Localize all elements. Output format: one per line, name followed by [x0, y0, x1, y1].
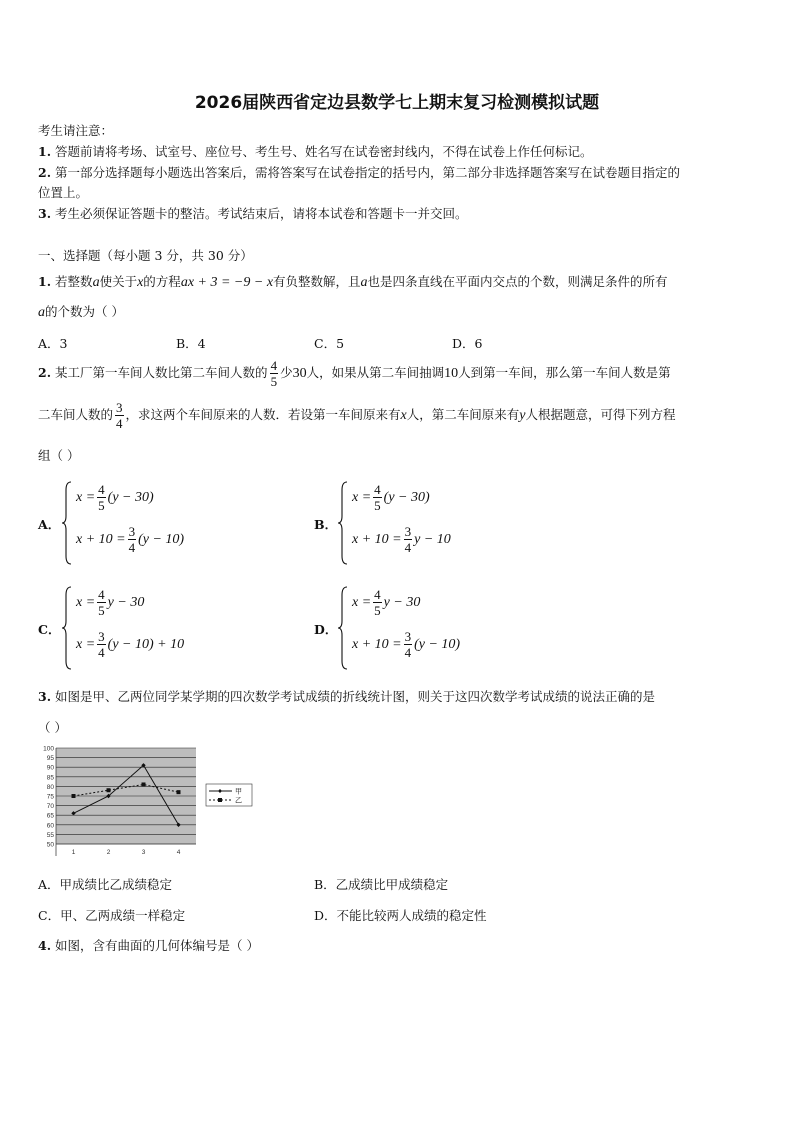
notice-item-text: 第一部分选择题每小题选出答案后，需将答案写在试卷指定的括号内，第二部分非选择题答案写在试卷题目指定的 — [55, 165, 681, 180]
q1-text: 若整数 — [55, 274, 93, 289]
question-2-line-1 — [38, 358, 671, 389]
y-tick-label: 95 — [46, 755, 54, 763]
eq-lhs: x + 10 = — [352, 636, 402, 652]
eq-rhs: (y − 30) — [383, 489, 430, 505]
eq-lhs: x + 10 = — [352, 531, 402, 547]
q2-option-a-system[interactable] — [62, 480, 282, 566]
data-point — [142, 782, 146, 786]
equation-row-2 — [76, 629, 184, 660]
fraction-4-5 — [97, 587, 106, 618]
data-point — [72, 794, 76, 798]
q1-text: 的个数为（ ） — [45, 304, 124, 319]
numerator: 3 — [116, 400, 123, 415]
denominator: 5 — [374, 603, 381, 618]
eq-rhs: y − 30 — [107, 594, 145, 610]
q2-option-a-label[interactable]: A． — [38, 517, 61, 532]
page-title: 2026届陕西省定边县数学七上期末复习检测模拟试题 — [194, 93, 600, 113]
equation-row-1 — [76, 587, 144, 618]
fraction-4-5 — [97, 482, 106, 513]
y-tick-label: 100 — [43, 745, 54, 753]
eq-lhs: x = — [352, 489, 372, 505]
numerator: 3 — [404, 524, 412, 539]
x-tick-label: 2 — [106, 849, 111, 856]
var-a: a — [360, 275, 368, 290]
denominator: 5 — [98, 603, 105, 618]
chart-svg — [36, 744, 258, 864]
brace-icon — [338, 585, 348, 671]
question-number: 3. — [38, 689, 52, 704]
equation-row-1 — [352, 482, 430, 513]
denominator: 5 — [374, 498, 381, 513]
q2-text: 少 — [280, 365, 293, 380]
eq-rhs: y − 30 — [383, 594, 421, 610]
denominator: 5 — [270, 374, 278, 389]
denominator: 4 — [128, 540, 136, 555]
question-3-line-1 — [38, 687, 655, 705]
notice-item-3 — [38, 204, 468, 222]
denominator: 4 — [98, 645, 105, 660]
q1-text: 使关于 — [99, 274, 138, 289]
equation-row-2 — [76, 524, 184, 555]
q1-equation: ax + 3 = −9 − x — [180, 275, 274, 290]
y-tick-label: 70 — [46, 803, 54, 811]
numerator: 4 — [98, 482, 105, 497]
question-4-line-1 — [38, 936, 259, 954]
q1-text: 也是四条直线在平面内交点的个数，则满足条件的所有 — [367, 274, 668, 289]
q2-text: 二车间人数的 — [38, 407, 114, 422]
denominator: 4 — [116, 416, 123, 431]
fraction-3-4 — [404, 524, 413, 555]
q2-option-b-label[interactable]: B． — [314, 517, 338, 532]
q4-text: 如图，含有曲面的几何体编号是（ ） — [55, 938, 260, 953]
q2-text: 某工厂第一车间人数比第二车间人数的 — [55, 365, 268, 380]
q2-option-d-label[interactable]: D． — [314, 622, 338, 637]
notice-item-text: 考生必须保证答题卡的整洁。考试结束后，请将本试卷和答题卡一并交回。 — [55, 206, 468, 221]
q2-option-c-label[interactable]: C． — [38, 622, 61, 637]
var-x: x — [400, 408, 407, 423]
notice-item-text: 答题前请将考场、试室号、座位号、考生号、姓名写在试卷密封线内，不得在试卷上作任何标记。 — [55, 144, 593, 159]
equation-row-2 — [352, 629, 460, 660]
var-a: a — [92, 275, 100, 290]
fraction-4-5 — [270, 358, 279, 389]
y-tick-label: 85 — [46, 774, 54, 782]
y-tick-label: 55 — [46, 831, 54, 839]
denominator: 4 — [404, 540, 412, 555]
q1-option-a[interactable]: A．3 — [38, 336, 68, 351]
brace-icon — [338, 480, 348, 566]
x-tick-label: 4 — [176, 849, 181, 856]
notice-item-number: 3. — [38, 206, 52, 221]
eq-rhs: (y − 10) — [414, 636, 461, 652]
fraction-3-4 — [404, 629, 413, 660]
notice-item-2 — [38, 163, 680, 181]
equation-row-1 — [76, 482, 154, 513]
var-x: x — [137, 275, 144, 290]
y-tick-label: 90 — [46, 764, 54, 772]
notice-item-1 — [38, 142, 593, 160]
brace-icon — [62, 585, 72, 671]
y-tick-label: 65 — [46, 812, 54, 820]
q3-text: 如图是甲、乙两位同学某学期的四次数学考试成绩的折线统计图，则关于这四次数学考试成绩的说法正确的是 — [55, 689, 656, 704]
numerator: 3 — [98, 629, 105, 644]
fraction-4-5 — [373, 482, 382, 513]
data-point — [177, 790, 181, 794]
numerator: 4 — [270, 358, 278, 373]
denominator: 5 — [98, 498, 105, 513]
question-2-line-2 — [38, 400, 676, 431]
question-1-line-1 — [38, 272, 668, 291]
notice-item-number: 2. — [38, 165, 52, 180]
legend-marker — [218, 798, 222, 802]
q2-text: ，求这两个车间原来的人数．若设第一车间原来有 — [125, 407, 401, 422]
q2-text: 人到第一车间，那么第一车间人数是第 — [458, 365, 671, 380]
eq-lhs: x = — [352, 594, 372, 610]
notice-item-number: 1. — [38, 144, 52, 159]
q1-text: 有负整数解，且 — [273, 274, 361, 289]
denominator: 4 — [404, 645, 412, 660]
question-3-paren: （ ） — [38, 720, 67, 735]
equation-row-1 — [352, 587, 420, 618]
q3-option-a[interactable]: A．甲成绩比乙成绩稳定 — [38, 877, 173, 892]
notice-item-2-continuation: 位置上。 — [38, 185, 89, 200]
q1-option-c[interactable]: C．5 — [314, 336, 345, 351]
eq-rhs: (y − 10) — [138, 531, 185, 547]
question-2-line-3: 组（ ） — [38, 448, 80, 463]
q3-option-c[interactable]: C．甲、乙两成绩一样稳定 — [38, 908, 186, 923]
data-point — [107, 788, 111, 792]
q2-text: 人，第二车间原来有 — [406, 407, 520, 422]
q1-option-b[interactable]: B．4 — [176, 336, 206, 351]
var-y: y — [519, 408, 526, 423]
question-1-line-2 — [38, 302, 124, 321]
q2-text: 人根据题意，可得下列方程 — [525, 407, 676, 422]
y-tick-label: 80 — [46, 783, 54, 791]
y-tick-label: 75 — [46, 793, 54, 801]
y-tick-label: 60 — [46, 822, 54, 830]
var-a: a — [38, 305, 45, 320]
eq-rhs: (y − 10) + 10 — [107, 636, 185, 652]
eq-lhs: x = — [76, 594, 96, 610]
fraction-3-4 — [115, 400, 124, 431]
eq-lhs: x + 10 = — [76, 531, 126, 547]
q1-option-d[interactable]: D．6 — [452, 336, 483, 351]
legend-box — [206, 784, 252, 806]
q2-text: 人，如果从第二车间抽调 — [306, 365, 445, 380]
number-10: 10 — [444, 366, 459, 381]
eq-rhs: y − 10 — [414, 531, 451, 547]
score-line-chart — [36, 744, 258, 864]
question-number: 4. — [38, 938, 52, 953]
equation-row-2 — [352, 524, 451, 555]
notice-heading: 考生请注意： — [38, 123, 114, 138]
q2-option-d-system[interactable] — [338, 585, 558, 671]
numerator: 4 — [374, 587, 381, 602]
eq-rhs: (y − 30) — [107, 489, 154, 505]
fraction-4-5 — [373, 587, 382, 618]
brace-icon — [62, 480, 72, 566]
q2-option-b-system[interactable] — [338, 480, 558, 566]
numerator: 4 — [374, 482, 381, 497]
q3-option-b[interactable]: B．乙成绩比甲成绩稳定 — [314, 877, 449, 892]
x-tick-label: 3 — [141, 849, 146, 856]
legend-label: 乙 — [235, 796, 242, 805]
numerator: 3 — [404, 629, 412, 644]
section-heading: 一、选择题（每小题 3 分，共 30 分） — [38, 248, 253, 263]
numerator: 3 — [128, 524, 136, 539]
question-number: 2. — [38, 365, 52, 380]
eq-lhs: x = — [76, 489, 96, 505]
eq-lhs: x = — [76, 636, 96, 652]
fraction-3-4 — [128, 524, 137, 555]
question-number: 1. — [38, 274, 52, 289]
y-tick-label: 50 — [46, 841, 54, 849]
q3-option-d[interactable]: D．不能比较两人成绩的稳定性 — [314, 908, 487, 923]
numerator: 4 — [98, 587, 105, 602]
x-tick-label: 1 — [71, 849, 76, 856]
fraction-3-4 — [97, 629, 106, 660]
legend-label: 甲 — [235, 787, 242, 796]
q1-text: 的方程 — [143, 274, 181, 289]
q2-option-c-system[interactable] — [62, 585, 282, 671]
number-30: 30 — [292, 366, 307, 381]
